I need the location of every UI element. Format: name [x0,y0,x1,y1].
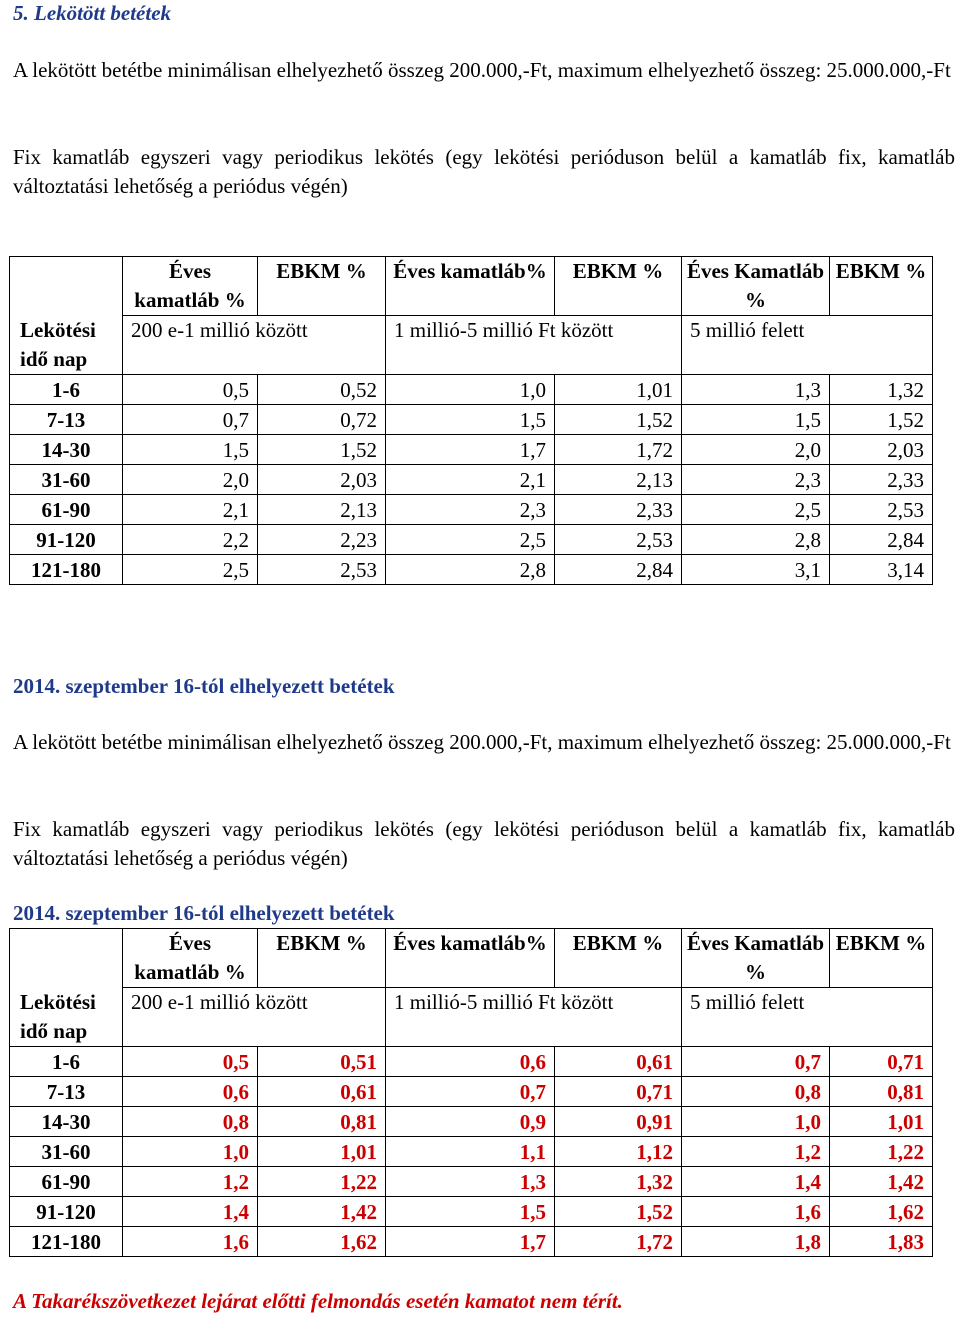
rate-cell: 1,5 [386,1196,555,1226]
rate-cell: 1,62 [830,1196,933,1226]
rate-cell: 2,33 [555,494,682,524]
rate-cell: 1,01 [555,374,682,404]
rate-cell: 1,3 [682,374,830,404]
row-label: Lekötési idő nap [10,988,123,1047]
header-col6: EBKM % [830,929,933,988]
rate-cell: 2,03 [830,434,933,464]
rate-cell: 1,32 [830,374,933,404]
period-cell: 61-90 [10,1166,123,1196]
rate-cell: 1,5 [123,434,258,464]
header-col1: Éves kamatláb % [123,929,258,988]
intro2-min-max: A lekötött betétbe minimálisan elhelyezhető összeg 200.000,-Ft, maximum elhelyezhető összeg: 25.000.000,-Ft [13,730,951,754]
period-cell: 7-13 [10,404,123,434]
table-range-row [10,316,933,375]
rate-cell: 0,71 [830,1046,933,1076]
rate-cell: 0,81 [258,1106,386,1136]
period-cell: 31-60 [10,1136,123,1166]
rate-cell: 1,52 [258,434,386,464]
rate-cell: 2,53 [830,494,933,524]
table-row [10,374,933,404]
rate-cell: 1,3 [386,1166,555,1196]
rate-cell: 2,5 [682,494,830,524]
rate-cell: 1,7 [386,434,555,464]
rate-cell: 1,42 [830,1166,933,1196]
rate-cell: 2,23 [258,524,386,554]
rates-table-1 [9,256,933,585]
range-1: 200 e-1 millió között [123,988,386,1047]
rate-cell: 1,42 [258,1196,386,1226]
rate-cell: 0,5 [123,374,258,404]
rate-cell: 0,81 [830,1076,933,1106]
rate-cell: 2,84 [830,524,933,554]
rate-cell: 1,12 [555,1136,682,1166]
footnote: A Takarékszövetkezet lejárat előtti felmondás esetén kamatot nem térít. [13,1289,623,1313]
rate-cell: 3,14 [830,554,933,584]
rate-cell: 1,0 [123,1136,258,1166]
table-range-row [10,988,933,1047]
rate-cell: 1,0 [682,1106,830,1136]
table-row [10,1226,933,1256]
rate-cell: 1,72 [555,1226,682,1256]
rate-cell: 2,8 [386,554,555,584]
rate-cell: 1,83 [830,1226,933,1256]
table-row [10,524,933,554]
range-2: 1 millió-5 millió Ft között [386,316,682,375]
header-col2: EBKM % [258,257,386,316]
rate-cell: 1,6 [123,1226,258,1256]
table-row [10,1196,933,1226]
table-row [10,1106,933,1136]
period-cell: 91-120 [10,1196,123,1226]
table-header-row [10,257,933,316]
table-row [10,404,933,434]
table-row [10,464,933,494]
period-cell: 91-120 [10,524,123,554]
header-corner [10,929,123,988]
header-col5: Éves Kamatláb % [682,929,830,988]
rate-cell: 1,32 [555,1166,682,1196]
rate-cell: 1,5 [682,404,830,434]
rate-cell: 0,71 [555,1076,682,1106]
rate-cell: 1,0 [386,374,555,404]
rate-cell: 0,8 [123,1106,258,1136]
rate-cell: 2,5 [123,554,258,584]
rate-cell: 0,6 [386,1046,555,1076]
period-cell: 1-6 [10,1046,123,1076]
rate-cell: 1,2 [682,1136,830,1166]
period-cell: 121-180 [10,554,123,584]
rate-cell: 1,52 [555,404,682,434]
range-2: 1 millió-5 millió Ft között [386,988,682,1047]
header-col3: Éves kamatláb% [386,257,555,316]
intro2-fix-rate: Fix kamatláb egyszeri vagy periodikus lekötés (egy lekötési perióduson belül a kamatláb fix, kamatláb változtatási lehetőség a periódus végén) [13,817,955,870]
rate-cell: 1,4 [123,1196,258,1226]
rate-cell: 0,7 [386,1076,555,1106]
section-title: 5. Lekötött betétek [13,1,172,25]
header-col5: Éves Kamatláb % [682,257,830,316]
rate-cell: 2,53 [258,554,386,584]
rate-cell: 2,33 [830,464,933,494]
rate-cell: 0,91 [555,1106,682,1136]
rate-cell: 2,5 [386,524,555,554]
rate-cell: 2,8 [682,524,830,554]
rate-cell: 2,84 [555,554,682,584]
rate-cell: 0,6 [123,1076,258,1106]
header-col6: EBKM % [830,257,933,316]
rate-cell: 2,3 [386,494,555,524]
rate-cell: 1,52 [555,1196,682,1226]
table-row [10,1076,933,1106]
rate-cell: 2,13 [258,494,386,524]
rate-cell: 1,1 [386,1136,555,1166]
rate-cell: 1,72 [555,434,682,464]
rate-cell: 0,61 [555,1046,682,1076]
rate-cell: 0,7 [123,404,258,434]
rate-cell: 2,0 [123,464,258,494]
rate-cell: 2,0 [682,434,830,464]
rate-cell: 1,7 [386,1226,555,1256]
table-row [10,494,933,524]
table-header-row [10,929,933,988]
rate-cell: 0,7 [682,1046,830,1076]
header-col3: Éves kamatláb% [386,929,555,988]
table2-caption: 2014. szeptember 16-tól elhelyezett betétek [13,901,395,925]
rate-cell: 2,03 [258,464,386,494]
period-cell: 14-30 [10,434,123,464]
table-row [10,554,933,584]
range-3: 5 millió felett [682,316,933,375]
rate-cell: 2,2 [123,524,258,554]
rate-cell: 0,61 [258,1076,386,1106]
table-row [10,1046,933,1076]
rate-cell: 0,9 [386,1106,555,1136]
section2-title: 2014. szeptember 16-tól elhelyezett betétek [13,674,395,698]
period-cell: 61-90 [10,494,123,524]
table-row [10,1136,933,1166]
header-col1: Éves kamatláb % [123,257,258,316]
rate-cell: 1,22 [258,1166,386,1196]
rate-cell: 2,1 [386,464,555,494]
rate-cell: 1,5 [386,404,555,434]
rate-cell: 3,1 [682,554,830,584]
rate-cell: 0,72 [258,404,386,434]
header-col4: EBKM % [555,929,682,988]
rate-cell: 0,5 [123,1046,258,1076]
rates-table-2 [9,928,933,1257]
table-row [10,434,933,464]
period-cell: 7-13 [10,1076,123,1106]
rate-cell: 2,1 [123,494,258,524]
rate-cell: 1,8 [682,1226,830,1256]
header-corner [10,257,123,316]
intro-fix-rate: Fix kamatláb egyszeri vagy periodikus lekötés (egy lekötési perióduson belül a kamatláb fix, kamatláb változtatási lehetőség a periódus végén) [13,145,955,198]
range-1: 200 e-1 millió között [123,316,386,375]
rate-cell: 1,6 [682,1196,830,1226]
table-row [10,1166,933,1196]
period-cell: 31-60 [10,464,123,494]
rate-cell: 2,53 [555,524,682,554]
rate-cell: 1,01 [830,1106,933,1136]
period-cell: 14-30 [10,1106,123,1136]
rate-cell: 2,3 [682,464,830,494]
period-cell: 121-180 [10,1226,123,1256]
rate-cell: 1,01 [258,1136,386,1166]
row-label: Lekötési idő nap [10,316,123,375]
rate-cell: 0,51 [258,1046,386,1076]
rate-cell: 0,52 [258,374,386,404]
intro-min-max: A lekötött betétbe minimálisan elhelyezhető összeg 200.000,-Ft, maximum elhelyezhető összeg: 25.000.000,-Ft [13,58,951,82]
range-3: 5 millió felett [682,988,933,1047]
rate-cell: 1,4 [682,1166,830,1196]
rate-cell: 1,62 [258,1226,386,1256]
rate-cell: 1,22 [830,1136,933,1166]
rate-cell: 1,52 [830,404,933,434]
period-cell: 1-6 [10,374,123,404]
rate-cell: 0,8 [682,1076,830,1106]
header-col4: EBKM % [555,257,682,316]
rate-cell: 1,2 [123,1166,258,1196]
header-col2: EBKM % [258,929,386,988]
rate-cell: 2,13 [555,464,682,494]
